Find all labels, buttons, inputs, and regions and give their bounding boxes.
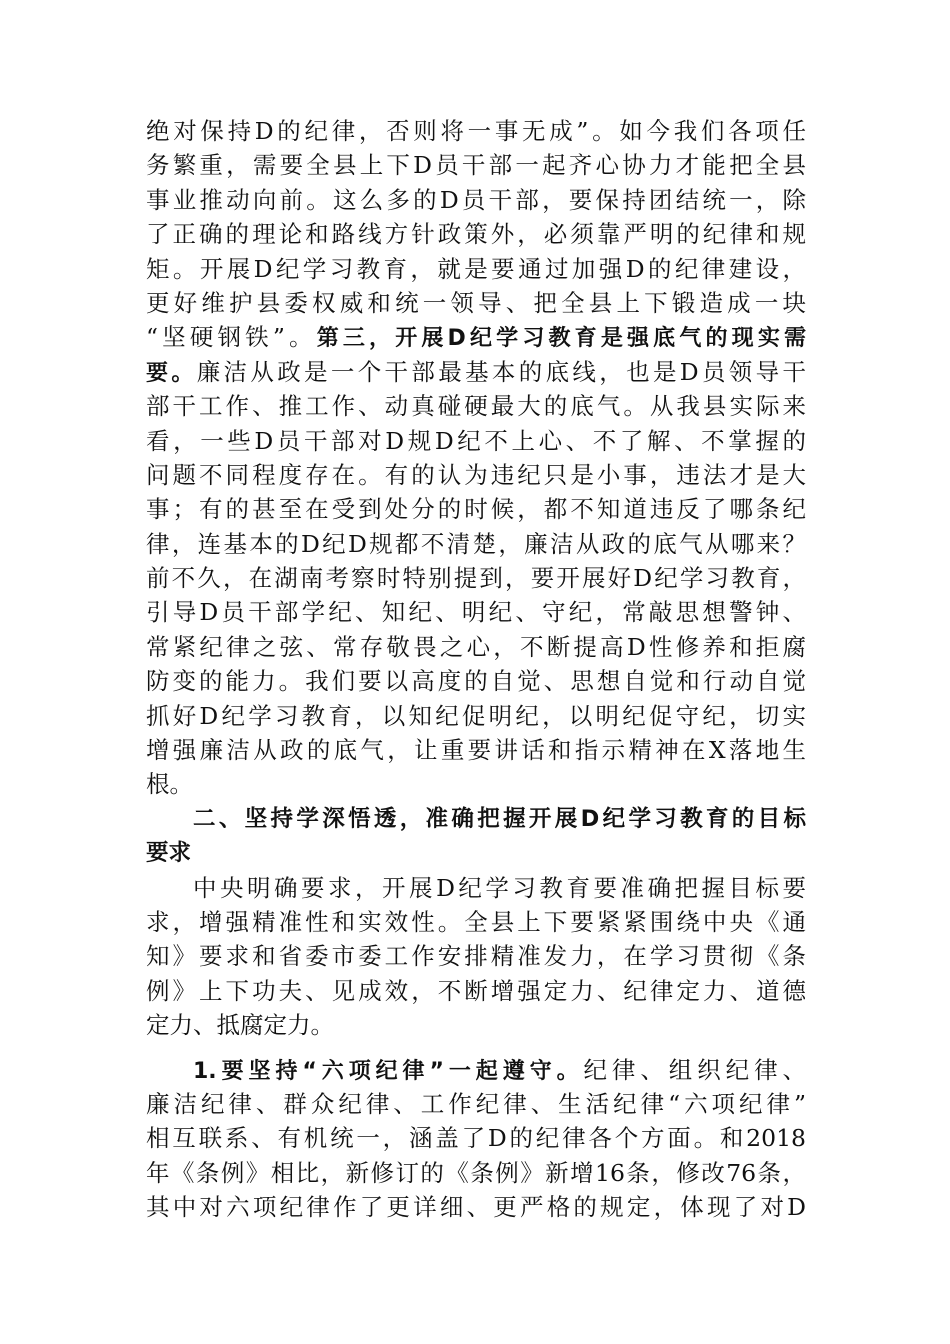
text-line: 知》要求和省委市委工作安排精准发力，在学习贯彻《条: [146, 942, 806, 971]
text-line: 矩。开展D纪学习教育，就是要通过加强D的纪律建设，: [146, 254, 806, 283]
paragraph-3: [146, 1053, 806, 1225]
text-run: “坚硬钢铁”。: [146, 323, 317, 352]
text-line-mixed: [146, 320, 806, 354]
emphasis-run: 要。: [146, 360, 197, 386]
text-line: 律，连基本的D纪D规都不清楚，廉洁从政的底气从哪来？: [146, 529, 806, 558]
document-page: [146, 114, 806, 1225]
text-line: 前不久，在湖南考察时特别提到，要开展好D纪学习教育，: [146, 564, 806, 593]
paragraph-spacer: [146, 1043, 806, 1053]
text-line: 常紧纪律之弦、常存敬畏之心，不断提高D性修养和拒腐: [146, 632, 806, 661]
text-line: 年《条例》相比，新修订的《条例》新增16条，修改76条，: [146, 1158, 806, 1187]
text-line: 看，一些D员干部对D规D纪不上心、不了解、不掌握的: [146, 426, 806, 455]
text-line: 中央明确要求，开展D纪学习教育要准确把握目标要: [193, 873, 806, 902]
emphasis-run: 1.要坚持“六项纪律”一起遵守。: [193, 1058, 584, 1084]
section-heading: [146, 802, 806, 871]
text-line: 抓好D纪学习教育，以知纪促明纪，以明纪促守纪，切实: [146, 701, 806, 730]
heading-line: 二、坚持学深悟透，准确把握开展D纪学习教育的目标: [193, 805, 806, 832]
text-line: 例》上下功夫、见成效，不断增强定力、纪律定力、道德: [146, 976, 806, 1005]
text-line: 部干工作、推工作、动真碰硬最大的底气。从我县实际来: [146, 392, 806, 421]
text-line: 求，增强精准性和实效性。全县上下要紧紧围绕中央《通: [146, 907, 806, 936]
text-line: 廉洁纪律、群众纪律、工作纪律、生活纪律“六项纪律”: [146, 1089, 806, 1118]
paragraph-1: [146, 114, 806, 802]
text-line: 务繁重，需要全县上下D员干部一起齐心协力才能把全县: [146, 151, 806, 180]
text-line-mixed: [146, 1053, 806, 1087]
text-line: 其中对六项纪律作了更详细、更严格的规定，体现了对D: [146, 1193, 806, 1222]
text-line-mixed: [146, 355, 806, 389]
text-run: 廉洁从政是一个干部最基本的底线，也是D员领导干: [196, 357, 806, 386]
text-line: 更好维护县委权威和统一领导、把全县上下锻造成一块: [146, 288, 806, 317]
text-line: 绝对保持D的纪律，否则将一事无成”。如今我们各项任: [146, 117, 806, 145]
heading-line: 要求: [146, 840, 192, 867]
text-line: 定力、抵腐定力。: [146, 1011, 334, 1040]
text-run: 纪律、组织纪律、: [583, 1055, 806, 1084]
text-line: 问题不同程度存在。有的认为违纪只是小事，违法才是大: [146, 460, 806, 489]
text-line: 引导D员干部学纪、知纪、明纪、守纪，常敲思想警钟、: [146, 598, 806, 627]
text-line: 事业推动向前。这么多的D员干部，要保持团结统一，除: [146, 185, 806, 214]
text-line: 相互联系、有机统一，涵盖了D的纪律各个方面。和2018: [146, 1124, 806, 1153]
emphasis-run: 第三，开展D纪学习教育是强底气的现实需: [316, 326, 807, 352]
text-line: 了正确的理论和路线方针政策外，必须靠严明的纪律和规: [146, 220, 806, 249]
text-line: 事；有的甚至在受到处分的时候，都不知道违反了哪条纪: [146, 495, 806, 524]
text-line: 防变的能力。我们要以高度的自觉、思想自觉和行动自觉: [146, 667, 806, 696]
text-line: 增强廉洁从政的底气，让重要讲话和指示精神在X落地生: [146, 736, 806, 765]
text-line: 根。: [146, 770, 193, 799]
paragraph-2: [146, 871, 806, 1043]
